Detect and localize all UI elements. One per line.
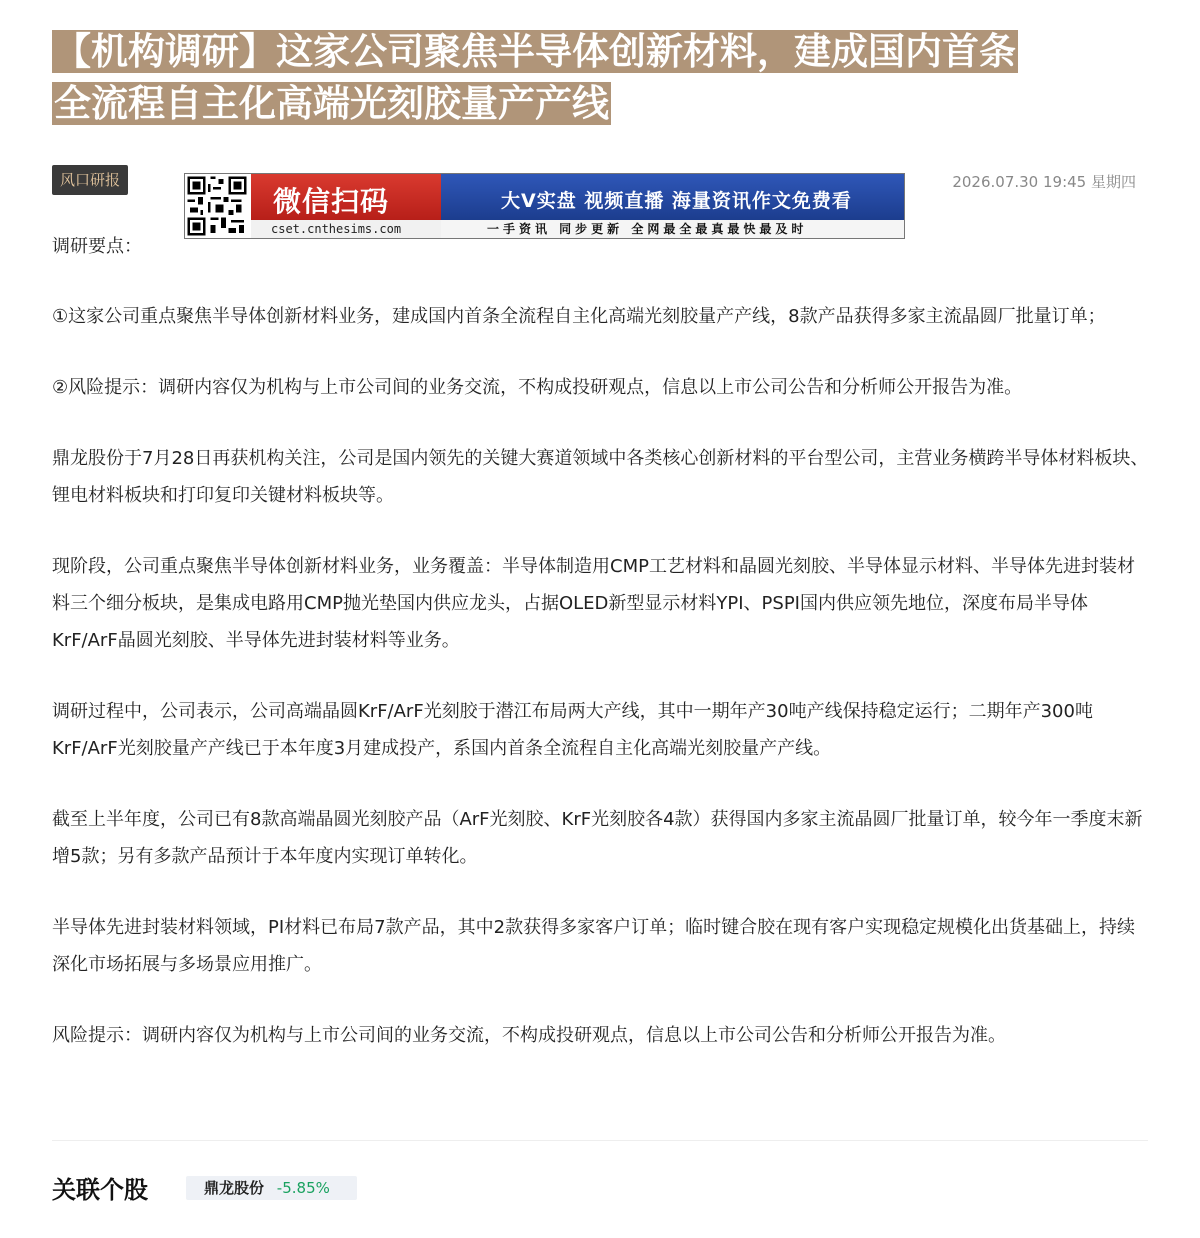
title-line-1: 【机构调研】这家公司聚焦半导体创新材料，建成国内首条 [54, 30, 1016, 73]
wechat-scan-label: 微信扫码 [273, 185, 390, 218]
banner-subslogan: 一手资讯 同步更新 全网最全最真最快最及时 [441, 220, 904, 238]
publish-datetime: 2026.07.30 19:45 星期四 [952, 173, 1136, 191]
paragraph: 半导体先进封装材料领域，PI材料已布局7款产品，其中2款获得多家客户订单；临时键合胶在现有客户实现稳定规模化出货基础上，持续深化市场拓展与多场景应用推广。 [52, 917, 1136, 975]
related-stocks-title: 关联个股 [52, 1176, 148, 1204]
stock-change: -5.85% [276, 1179, 330, 1197]
banner-slogan-block [441, 174, 904, 220]
paragraph: 截至上半年度，公司已有8款高端晶圆光刻胶产品（ArF光刻胶、KrF光刻胶各4款）获得国内多家主流晶圆厂批量订单，较今年一季度末新增5款；另有多款产品预计于本年度内实现订单转化。 [52, 809, 1143, 867]
paragraph-key-points-heading: 调研要点： [52, 236, 142, 257]
paragraph: 鼎龙股份于7月28日再获机构关注，公司是国内领先的关键大赛道领域中各类核心创新材料的平台型公司，主营业务横跨半导体材料板块、锂电材料板块和打印复印关键材料板块等。 [52, 448, 1149, 506]
paragraph: ②风险提示：调研内容仅为机构与上市公司间的业务交流，不构成投研观点，信息以上市公司公告和分析师公开报告为准。 [52, 377, 1023, 398]
category-tag[interactable]: 风口研报 [52, 165, 128, 195]
paragraph: 现阶段，公司重点聚焦半导体创新材料业务，业务覆盖：半导体制造用CMP工艺材料和晶圆光刻胶、半导体显示材料、半导体先进封装材料三个细分板块，是集成电路用CMP抛光垫国内供应龙头，占据OLED新型显示材料YPI、PSPI国内供应领先地位，深度布局半导体KrF/ArF晶圆光刻胶、半导体先进封装材料等业务。 [52, 556, 1135, 651]
article-title [52, 26, 1152, 130]
paragraph: 调研过程中，公司表示，公司高端晶圆KrF/ArF光刻胶于潜江布局两大产线，其中一期年产30吨产线保持稳定运行；二期年产300吨KrF/ArF光刻胶量产产线已于本年度3月建成投产，系国内首条全流程自主化高端光刻胶量产产线。 [52, 701, 1093, 759]
paragraph: ①这家公司重点聚焦半导体创新材料业务，建成国内首条全流程自主化高端光刻胶量产产线，8款产品获得多家主流晶圆厂批量订单； [52, 306, 1106, 327]
section-divider [52, 1140, 1148, 1141]
stock-name: 鼎龙股份 [204, 1179, 265, 1197]
banner-url: cset.cnthesims.com [251, 220, 441, 238]
banner-slogan: 大V实盘 视频直播 海量资讯作文免费看 [501, 190, 852, 212]
wechat-scan-block [251, 174, 441, 220]
title-line-2: 全流程自主化高端光刻胶量产产线 [54, 82, 609, 125]
article-body [52, 228, 1152, 1088]
paragraph: 风险提示：调研内容仅为机构与上市公司间的业务交流，不构成投研观点，信息以上市公司公告和分析师公开报告为准。 [52, 1025, 1006, 1046]
related-stock-chip[interactable] [186, 1176, 357, 1200]
